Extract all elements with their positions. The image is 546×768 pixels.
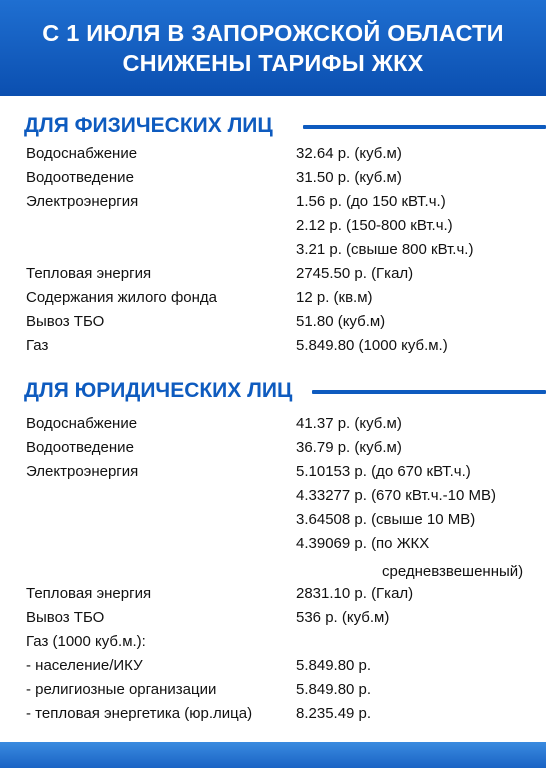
tariff-row-electricity — [26, 460, 526, 484]
tariff-label: - религиозные организации — [26, 681, 217, 698]
tariff-label: Тепловая энергия — [26, 265, 152, 282]
tariff-value: 3.64508 р. (свыше 10 МВ) — [296, 511, 476, 528]
tariff-row-waste-removal — [26, 606, 526, 630]
tariff-value: 2.12 р. (150-800 кВт.ч.) — [296, 217, 453, 234]
tariff-row-gas — [26, 334, 526, 358]
tariff-label: Газ — [26, 337, 49, 354]
tariff-value: 3.21 р. (свыше 800 кВт.ч.) — [296, 241, 474, 258]
tariff-label: Водоотведение — [26, 169, 134, 186]
tariff-row-electricity-tier-3 — [26, 238, 526, 262]
tariff-row-electricity-tier-2 — [26, 484, 526, 508]
tariff-value: 5.849.80 р. — [296, 681, 372, 698]
section-divider-individuals — [303, 125, 546, 129]
tariff-label: Вывоз ТБО — [26, 313, 105, 330]
tariff-row-housing-maintenance — [26, 286, 526, 310]
tariff-row-water-supply — [26, 142, 526, 166]
header-banner — [0, 0, 546, 96]
tariff-value: 12 р. (кв.м) — [296, 289, 373, 306]
tariff-row-electricity — [26, 190, 526, 214]
tariff-label: - население/ИКУ — [26, 657, 143, 674]
tariff-value: 4.33277 р. (670 кВт.ч.-10 МВ) — [296, 487, 497, 504]
header-title-line-2: СНИЖЕНЫ ТАРИФЫ ЖКХ — [122, 50, 424, 76]
tariff-label: Электроэнергия — [26, 463, 139, 480]
section-title-individuals: ДЛЯ ФИЗИЧЕСКИХ ЛИЦ — [24, 114, 273, 137]
tariff-value: 41.37 р. (куб.м) — [296, 415, 402, 432]
tariff-row-waste-removal — [26, 310, 526, 334]
tariff-label: Водоотведение — [26, 439, 134, 456]
tariff-row-heat — [26, 262, 526, 286]
tariff-value: 2831.10 р. (Гкал) — [296, 585, 414, 602]
tariff-row-gas-header — [26, 630, 526, 654]
section-divider-legal — [312, 390, 546, 394]
tariff-row-gas-heat-energy — [26, 702, 526, 726]
tariff-value: 5.849.80 (1000 куб.м.) — [296, 337, 448, 354]
tariff-label: Водоснабжение — [26, 145, 138, 162]
tariff-value: 31.50 р. (куб.м) — [296, 169, 402, 186]
tariff-label: Водоснабжение — [26, 415, 138, 432]
tariff-row-water-disposal — [26, 166, 526, 190]
tariff-value: 51.80 (куб.м) — [296, 313, 386, 330]
tariff-row-heat — [26, 582, 526, 606]
tariff-row-electricity-tier-2 — [26, 214, 526, 238]
tariff-label: Тепловая энергия — [26, 585, 152, 602]
tariff-value: 5.849.80 р. — [296, 657, 372, 674]
tariff-value: 4.39069 р. (по ЖКХ — [296, 535, 430, 552]
header-title-line-1: С 1 ИЮЛЯ В ЗАПОРОЖСКОЙ ОБЛАСТИ — [42, 20, 504, 46]
tariff-label: Газ (1000 куб.м.): — [26, 633, 146, 650]
tariff-value: 536 р. (куб.м) — [296, 609, 390, 626]
section-title-legal: ДЛЯ ЮРИДИЧЕСКИХ ЛИЦ — [24, 379, 293, 402]
tariff-value: 1.56 р. (до 150 кВТ.ч.) — [296, 193, 446, 210]
tariff-value: 5.10153 р. (до 670 кВТ.ч.) — [296, 463, 471, 480]
footer-bar — [0, 742, 546, 768]
tariff-value: 2745.50 р. (Гкал) — [296, 265, 414, 282]
tariff-label: - тепловая энергетика (юр.лица) — [26, 705, 253, 722]
tariff-value-continuation: средневзвешенный) — [382, 563, 524, 580]
tariff-value: 36.79 р. (куб.м) — [296, 439, 402, 456]
tariff-label: Электроэнергия — [26, 193, 139, 210]
tariff-label: Содержания жилого фонда — [26, 289, 218, 306]
tariff-row-water-supply — [26, 412, 526, 436]
tariff-row-water-disposal — [26, 436, 526, 460]
tariff-label: Вывоз ТБО — [26, 609, 105, 626]
tariff-value: 32.64 р. (куб.м) — [296, 145, 402, 162]
tariff-value: 8.235.49 р. — [296, 705, 372, 722]
tariff-row-electricity-tier-3 — [26, 508, 526, 532]
tariff-row-gas-population — [26, 654, 526, 678]
tariff-row-gas-religious — [26, 678, 526, 702]
tariff-row-electricity-housing — [26, 532, 526, 556]
